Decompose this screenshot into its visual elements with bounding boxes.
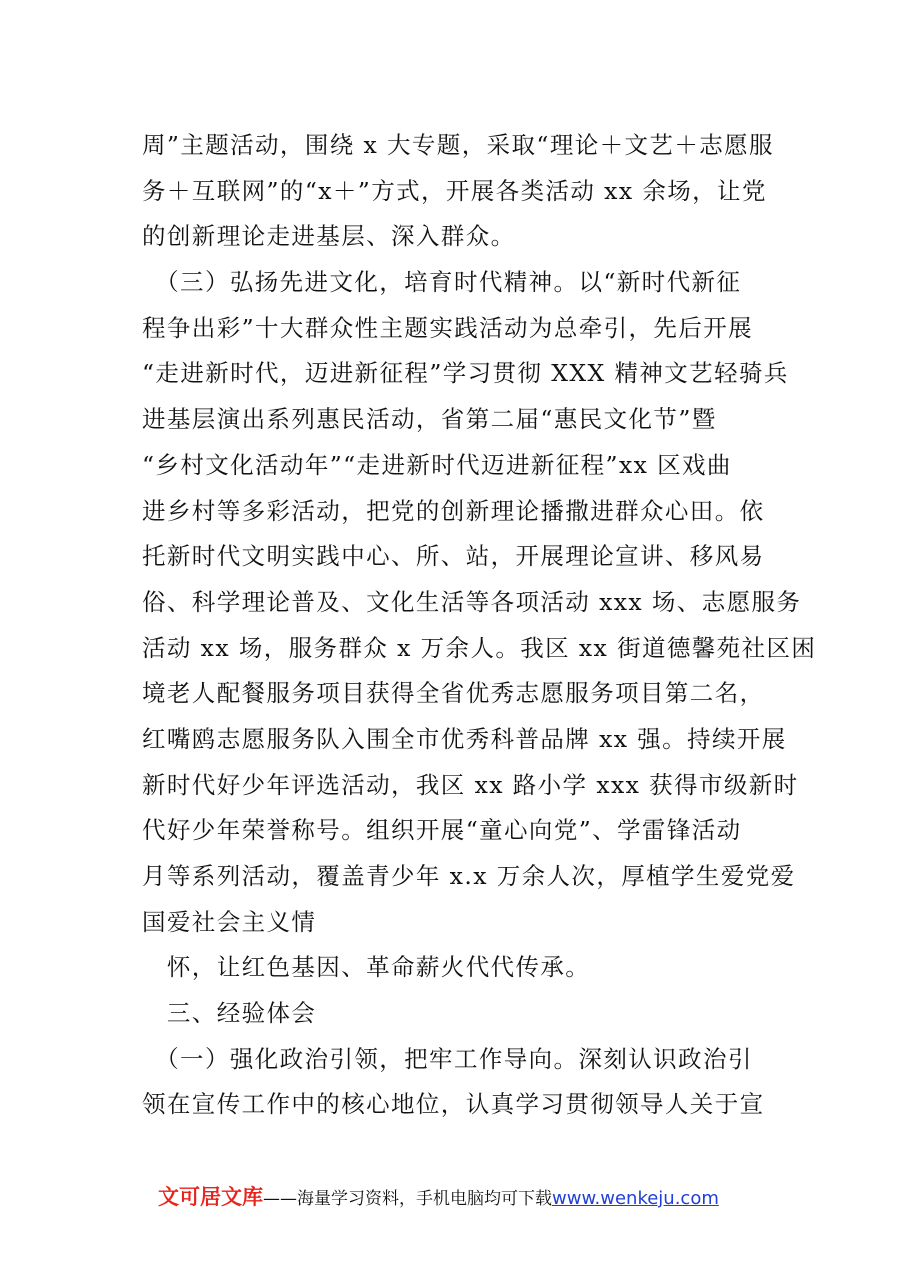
text-line: 代好少年荣誉称号。组织开展“童心向党”、学雷锋活动	[142, 816, 742, 845]
text-line: 进基层演出系列惠民活动，省第二届“惠民文化节”暨	[142, 405, 717, 434]
text-line: 领在宣传工作中的核心地位，认真学习贯彻领导人关于宣	[142, 1090, 765, 1119]
section-heading: 三、经验体会	[142, 999, 317, 1028]
text-line: （三）弘扬先进文化，培育时代精神。以“新时代新征	[142, 268, 742, 297]
text-line: 托新时代文明实践中心、所、站，开展理论宣讲、移风易	[142, 542, 765, 571]
footer-banner	[158, 1180, 719, 1214]
footer-tagline: ——海量学习资料，手机电脑均可下载	[263, 1189, 552, 1209]
text-line: “乡村文化活动年”“走进新时代迈进新征程”xx 区戏曲	[142, 450, 732, 479]
text-line: 国爱社会主义情	[142, 907, 317, 936]
text-line: 月等系列活动，覆盖青少年 x.x 万余人次，厚植学生爱党爱	[142, 862, 796, 890]
text-line: 进乡村等多彩活动，把党的创新理论播撒进群众心田。依	[142, 496, 765, 525]
text-line: 红嘴鸥志愿服务队入围全市优秀科普品牌 xx 强。持续开展	[142, 724, 787, 753]
text-line: 的创新理论走进基层、深入群众。	[142, 222, 516, 251]
text-line: 周”主题活动，围绕 x 大专题，采取“理论＋文艺＋志愿服	[142, 131, 774, 159]
footer-brand: 文可居文库	[158, 1185, 263, 1209]
text-line: 俗、科学理论普及、文化生活等各项活动 xxx 场、志愿服务	[142, 587, 802, 616]
text-line: 怀，让红色基因、革命薪火代代传承。	[142, 953, 591, 982]
text-line: 务＋互联网”的“x＋”方式，开展各类活动 xx 余场，让党	[142, 176, 767, 205]
document-body	[142, 123, 817, 1128]
text-line: “走进新时代，迈进新征程”学习贯彻 XXX 精神文艺轻骑兵	[142, 359, 789, 388]
text-line: 活动 xx 场，服务群众 x 万余人。我区 xx 街道德馨苑社区困	[142, 633, 817, 662]
footer-site-link[interactable]: www.wenkeju.com	[552, 1188, 719, 1209]
text-line: 新时代好少年评选活动，我区 xx 路小学 xxx 获得市级新时	[142, 770, 799, 799]
text-line: 程争出彩”十大群众性主题实践活动为总牵引，先后开展	[142, 313, 754, 342]
text-line: （一）强化政治引领，把牢工作导向。深刻认识政治引	[142, 1044, 753, 1073]
text-line: 境老人配餐服务项目获得全省优秀志愿服务项目第二名，	[142, 679, 765, 708]
